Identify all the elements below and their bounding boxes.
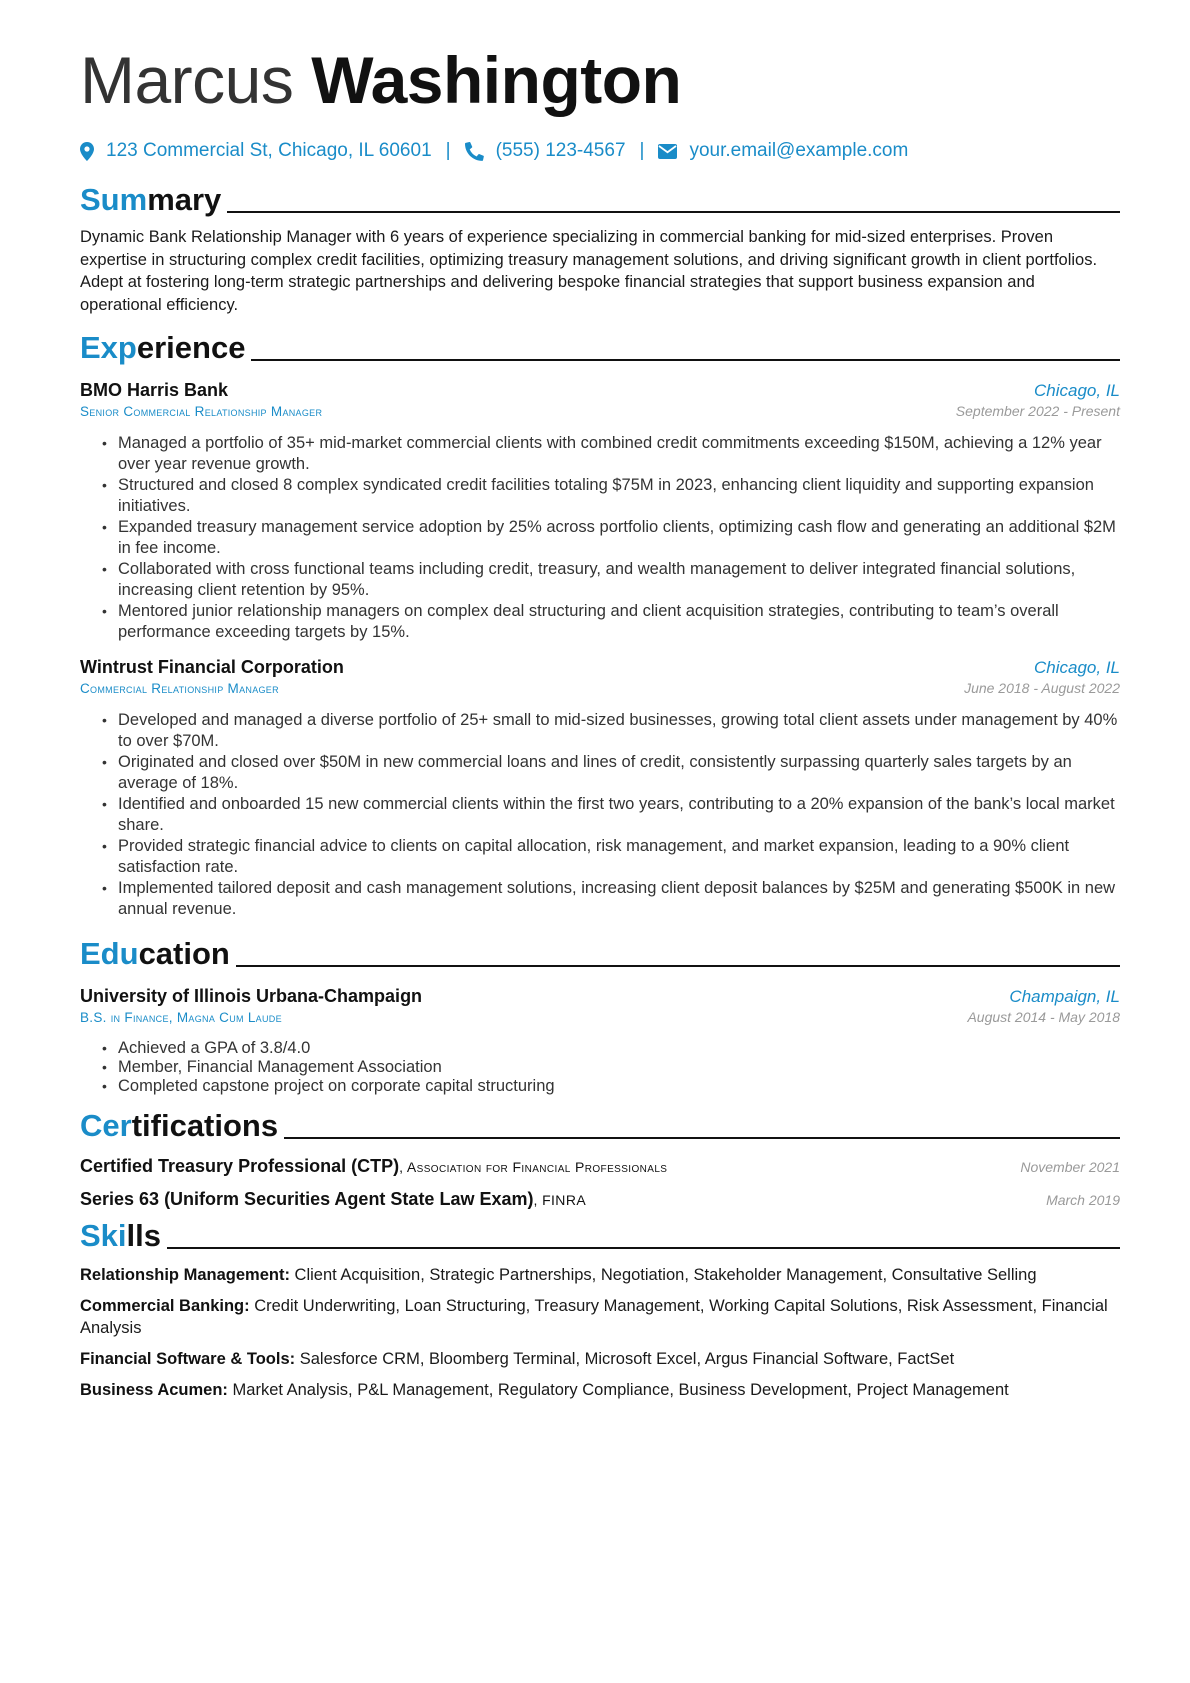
list-item: • Managed a portfolio of 35+ mid-market commercial clients with combined credit commitments exceeding $150M, achieving a 12% year over year revenue growth.	[118, 433, 1120, 475]
list-item: • Identified and onboarded 15 new commercial clients within the first two years, contributing to a 20% expansion of the bank’s local market share.	[118, 794, 1120, 836]
contact-separator: |	[639, 140, 645, 161]
education-dates: August 2014 - May 2018	[967, 1009, 1120, 1025]
company-name: Wintrust Financial Corporation	[80, 657, 344, 677]
skill-label: Business Acumen:	[80, 1381, 228, 1399]
certifications-heading	[80, 1102, 1120, 1144]
certification-name: Certified Treasury Professional (CTP)	[80, 1156, 400, 1176]
skill-label: Commercial Banking:	[80, 1297, 250, 1315]
skill-group	[80, 1264, 1120, 1286]
phone-icon	[465, 142, 484, 161]
section-title: Education	[80, 936, 230, 971]
summary-section	[80, 176, 1120, 316]
summary-heading	[80, 176, 1120, 218]
section-title: Skills	[80, 1218, 161, 1253]
certification-issuer: , Association for Financial Professionals	[399, 1159, 668, 1175]
degree: B.S. in Finance, Magna Cum Laude	[80, 1010, 282, 1025]
skill-values: Salesforce CRM, Bloomberg Terminal, Microsoft Excel, Argus Financial Software, FactSet	[295, 1350, 955, 1368]
email-item	[658, 140, 908, 162]
skill-group	[80, 1379, 1120, 1401]
section-rule	[284, 1137, 1120, 1139]
job-entry	[80, 657, 1120, 920]
map-pin-icon	[80, 142, 94, 161]
phone-item	[465, 140, 626, 162]
skills-heading	[80, 1212, 1120, 1254]
list-item: • Member, Financial Management Association	[118, 1058, 1120, 1077]
skill-group	[80, 1295, 1120, 1339]
list-item: • Achieved a GPA of 3.8/4.0	[118, 1039, 1120, 1058]
list-item: • Expanded treasury management service adoption by 25% across portfolio clients, optimizing cash flow and generating an additional $2M in fee income.	[118, 517, 1120, 559]
job-location: Chicago, IL	[1034, 381, 1120, 400]
job-bullets	[80, 710, 1120, 920]
certification-item	[80, 1189, 1120, 1210]
section-title: Experience	[80, 330, 246, 365]
skill-values: Client Acquisition, Strategic Partnerships, Negotiation, Stakeholder Management, Consultative Selling	[289, 1266, 1037, 1284]
list-item: • Provided strategic financial advice to clients on capital allocation, risk management, and market expansion, leading to a 90% client satisfaction rate.	[118, 836, 1120, 878]
skill-label: Financial Software & Tools:	[80, 1350, 296, 1368]
skills-section	[80, 1212, 1120, 1401]
education-section	[80, 930, 1120, 1096]
job-dates: September 2022 - Present	[955, 403, 1120, 419]
job-entry	[80, 380, 1120, 643]
section-rule	[236, 965, 1120, 967]
candidate-name	[80, 44, 1120, 116]
list-item: • Collaborated with cross functional teams including credit, treasury, and wealth management to deliver integrated financial solutions, increasing client retention by 95%.	[118, 559, 1120, 601]
job-bullets	[80, 433, 1120, 643]
education-entry	[80, 986, 1120, 1096]
list-item: • Mentored junior relationship managers on complex deal structuring and client acquisition strategies, contributing to team’s overall performance exceeding targets by 15%.	[118, 601, 1120, 643]
contact-separator: |	[445, 140, 451, 161]
certification-name: Series 63 (Uniform Securities Agent State Law Exam)	[80, 1189, 534, 1209]
email-link[interactable]: your.email@example.com	[689, 140, 909, 161]
certification-issuer: , FINRA	[533, 1192, 587, 1208]
job-title: Senior Commercial Relationship Manager	[80, 404, 323, 419]
list-item: • Completed capstone project on corporate capital structuring	[118, 1077, 1120, 1096]
education-bullets	[80, 1039, 1120, 1096]
experience-heading	[80, 324, 1120, 366]
experience-section	[80, 324, 1120, 920]
section-rule	[167, 1247, 1120, 1249]
envelope-icon	[658, 144, 677, 159]
job-title: Commercial Relationship Manager	[80, 681, 279, 696]
list-item: • Originated and closed over $50M in new commercial loans and lines of credit, consistently surpassing quarterly sales targets by an average of 18%.	[118, 752, 1120, 794]
job-dates: June 2018 - August 2022	[964, 680, 1120, 696]
certification-item	[80, 1156, 1120, 1177]
resume-content	[80, 44, 1120, 1401]
address-text[interactable]: 123 Commercial St, Chicago, IL 60601	[106, 140, 432, 161]
certification-date: November 2021	[1020, 1159, 1120, 1175]
school-name: University of Illinois Urbana-Champaign	[80, 986, 423, 1006]
job-location: Chicago, IL	[1034, 658, 1120, 677]
first-name: Marcus	[80, 43, 294, 117]
skill-group	[80, 1348, 1120, 1370]
phone-text[interactable]: (555) 123-4567	[495, 140, 626, 161]
education-heading	[80, 930, 1120, 972]
list-item: • Implemented tailored deposit and cash management solutions, increasing client deposit balances by $25M and generating $500K in new annual revenue.	[118, 878, 1120, 920]
section-title: Summary	[80, 182, 222, 217]
skill-label: Relationship Management:	[80, 1266, 290, 1284]
skill-values: Credit Underwriting, Loan Structuring, Treasury Management, Working Capital Solutions, Risk Assessment, Financial Analysis	[80, 1297, 1108, 1337]
list-item: • Developed and managed a diverse portfolio of 25+ small to mid-sized businesses, growing total client assets under management by 40% to over $70M.	[118, 710, 1120, 752]
certifications-section	[80, 1102, 1120, 1210]
section-rule	[251, 359, 1120, 361]
last-name: Washington	[311, 43, 682, 117]
address-item	[80, 140, 432, 162]
company-name: BMO Harris Bank	[80, 380, 229, 400]
skill-values: Market Analysis, P&L Management, Regulatory Compliance, Business Development, Project Management	[227, 1381, 1009, 1399]
summary-text: Dynamic Bank Relationship Manager with 6 years of experience specializing in commercial banking for mid-sized enterprises. Proven expertise in structuring complex credit facilities, optimizing treasury management solutions, and driving significant growth in client portfolios. Adept at fostering long-term strategic partnerships and delivering bespoke financial strategies that support business expansion and operational efficiency.	[80, 228, 1098, 314]
list-item: • Structured and closed 8 complex syndicated credit facilities totaling $75M in 2023, enhancing client liquidity and supporting expansion initiatives.	[118, 475, 1120, 517]
contact-line	[80, 140, 1120, 162]
school-location: Champaign, IL	[1009, 987, 1120, 1006]
section-rule	[227, 211, 1120, 213]
section-title: Certifications	[80, 1108, 279, 1143]
certification-date: March 2019	[1046, 1192, 1120, 1208]
